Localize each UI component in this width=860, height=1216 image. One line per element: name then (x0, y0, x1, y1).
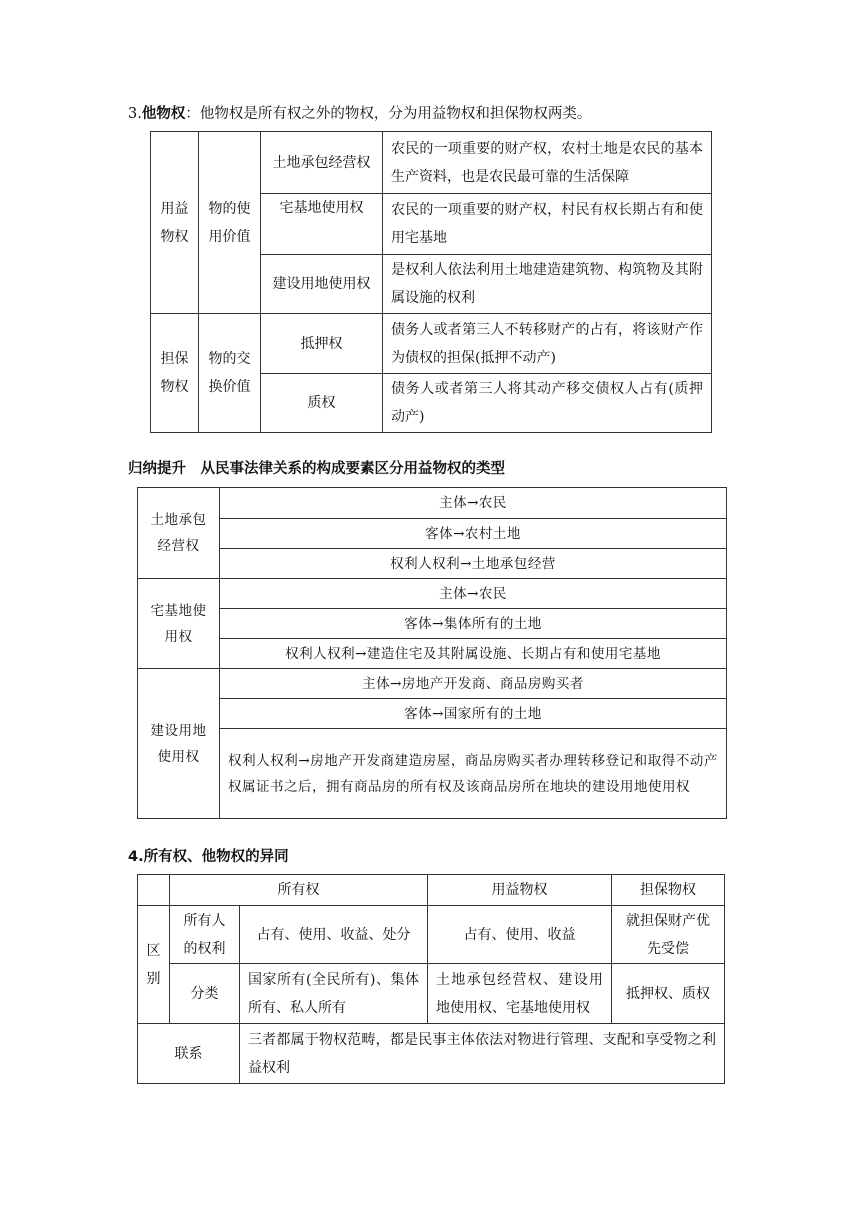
comparison-cell: 国家所有(全民所有)、集体所有、私人所有 (240, 964, 428, 1024)
summary-item: 主体→农民 (220, 579, 727, 609)
section-3-title: 他物权 (141, 106, 186, 122)
summary-group-name: 建设用地使用权 (138, 669, 220, 819)
summary-heading (128, 459, 505, 479)
summary-item: 权利人权利→土地承包经营 (220, 549, 727, 579)
summary-item: 主体→房地产开发商、商品房购买者 (220, 669, 727, 699)
right-name-cell: 土地承包经营权 (261, 132, 383, 194)
row-label: 所有人的权利 (170, 906, 240, 964)
comparison-cell: 占有、使用、收益 (428, 906, 612, 964)
comparison-cell: 土地承包经营权、建设用地使用权、宅基地使用权 (428, 964, 612, 1024)
relation-text: 三者都属于物权范畴，都是民事主体依法对物进行管理、支配和享受物之利益权利 (240, 1024, 725, 1084)
comparison-table (137, 874, 725, 1084)
row-label: 分类 (170, 964, 240, 1024)
section-3-text: ：他物权是所有权之外的物权，分为用益物权和担保物权两类。 (185, 106, 592, 122)
property-rights-table (150, 131, 712, 433)
usufruct-value-cell: 物的使用价值 (199, 132, 261, 314)
right-desc-cell: 债务人或者第三人将其动产移交债权人占有(质押动产) (383, 374, 712, 433)
usufruct-summary-table (137, 487, 727, 819)
summary-item: 客体→集体所有的土地 (220, 609, 727, 639)
summary-item: 客体→农村土地 (220, 519, 727, 549)
right-desc-cell: 是权利人依法利用土地建造建筑物、构筑物及其附属设施的权利 (383, 255, 712, 314)
comparison-cell: 占有、使用、收益、处分 (240, 906, 428, 964)
guarantee-type-cell: 担保物权 (151, 314, 199, 433)
right-name-cell: 建设用地使用权 (261, 255, 383, 314)
summary-group-name: 宅基地使用权 (138, 579, 220, 669)
summary-item: 权利人权利→房地产开发商建造房屋，商品房购买者办理转移登记和取得不动产权属证书之后，拥有商品房的所有权及该商品房所在地块的建设用地使用权 (220, 729, 727, 819)
header-ownership: 所有权 (170, 875, 428, 906)
comparison-cell: 就担保财产优先受偿 (612, 906, 725, 964)
summary-item: 主体→农民 (220, 488, 727, 519)
summary-group-name: 土地承包经营权 (138, 488, 220, 579)
section-3-number: 3. (128, 106, 142, 122)
header-usufruct: 用益物权 (428, 875, 612, 906)
right-name-cell: 抵押权 (261, 314, 383, 374)
summary-title: 归纳提升 从民事法律关系的构成要素区分用益物权的类型 (128, 461, 505, 477)
corner-cell (138, 875, 170, 906)
guarantee-value-cell: 物的交换价值 (199, 314, 261, 433)
right-name-cell: 宅基地使用权 (261, 194, 383, 255)
comparison-cell: 抵押权、质权 (612, 964, 725, 1024)
usufruct-type-cell: 用益物权 (151, 132, 199, 314)
right-desc-cell: 农民的一项重要的财产权，农村土地是农民的基本生产资料，也是农民最可靠的生活保障 (383, 132, 712, 194)
right-desc-cell: 农民的一项重要的财产权，村民有权长期占有和使用宅基地 (383, 194, 712, 255)
relation-label: 联系 (138, 1024, 240, 1084)
summary-item: 权利人权利→建造住宅及其附属设施、长期占有和使用宅基地 (220, 639, 727, 669)
difference-label: 区别 (138, 906, 170, 1024)
section-4-title: 4.所有权、他物权的异同 (128, 849, 289, 865)
right-name-cell: 质权 (261, 374, 383, 433)
section-4-heading (128, 847, 289, 867)
header-guarantee: 担保物权 (612, 875, 725, 906)
right-desc-cell: 债务人或者第三人不转移财产的占有，将该财产作为债权的担保(抵押不动产) (383, 314, 712, 374)
section-3-heading (128, 104, 591, 124)
summary-item: 客体→国家所有的土地 (220, 699, 727, 729)
